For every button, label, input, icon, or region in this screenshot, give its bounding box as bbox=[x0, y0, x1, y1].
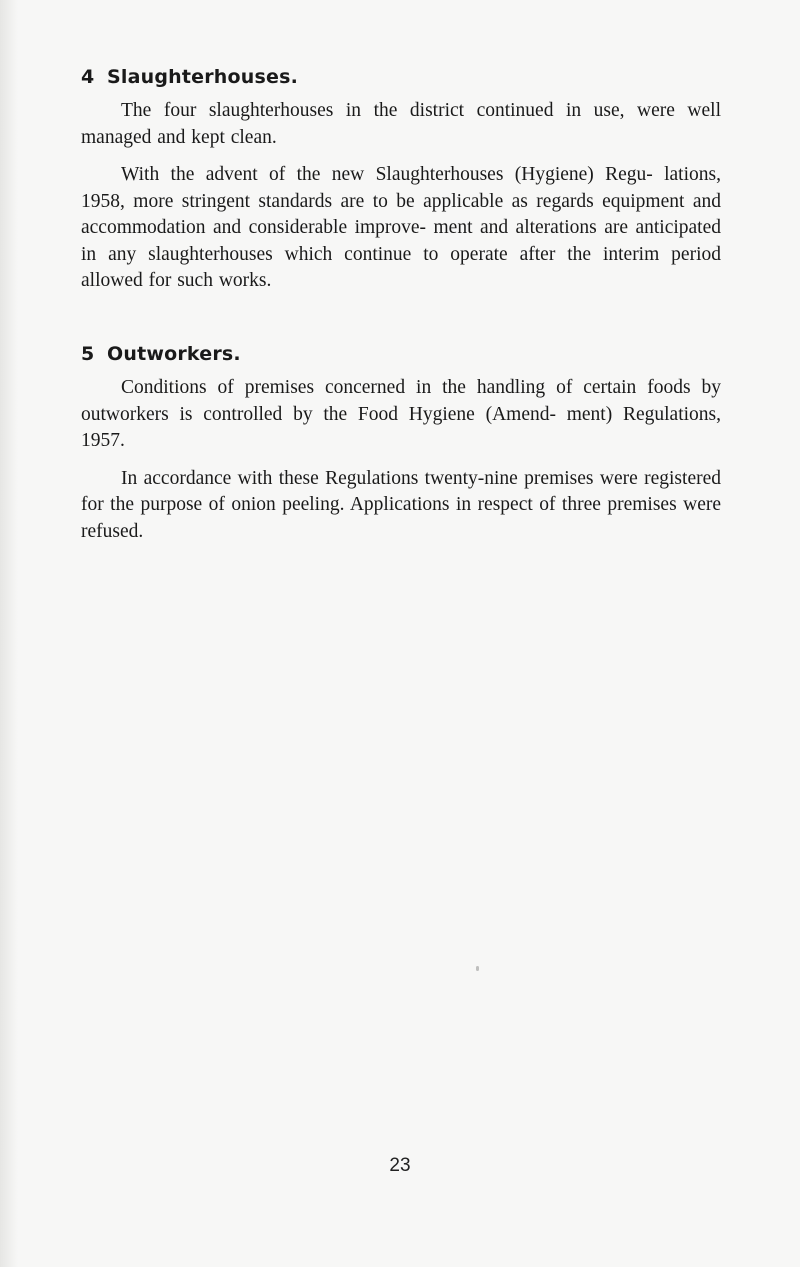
section-number: 5 bbox=[81, 343, 95, 365]
section-slaughterhouses bbox=[81, 65, 721, 295]
section-title: Outworkers. bbox=[107, 343, 241, 365]
scan-edge-shading bbox=[0, 0, 18, 1267]
section-title: Slaughterhouses. bbox=[107, 66, 299, 88]
section-heading bbox=[81, 65, 721, 89]
section-outworkers bbox=[81, 342, 721, 545]
paragraph: Conditions of premises concerned in the handling of certain foods by outworkers is controlled by the Food Hygiene (Amend- ment) Regulations, 1957. bbox=[81, 377, 721, 451]
paragraph: With the advent of the new Slaughterhouses (Hygiene) Regu- lations, 1958, more stringent standards are to be applicable as regards equipment and accommodation and considerable improve- ment and alterations are anticipated in any slaughterhouses which continue to operate after the interim period allowed for such works. bbox=[81, 164, 721, 291]
section-number: 4 bbox=[81, 66, 95, 88]
paragraph: In accordance with these Regulations twenty-nine premises were registered for the purpose of onion peeling. Applications in respect of three premises were refused. bbox=[81, 467, 721, 542]
section-heading bbox=[81, 342, 721, 366]
paragraph: The four slaughterhouses in the district continued in use, were well managed and kept clean. bbox=[81, 100, 721, 148]
scan-speck bbox=[476, 966, 479, 971]
page-number: 23 bbox=[389, 1155, 411, 1176]
